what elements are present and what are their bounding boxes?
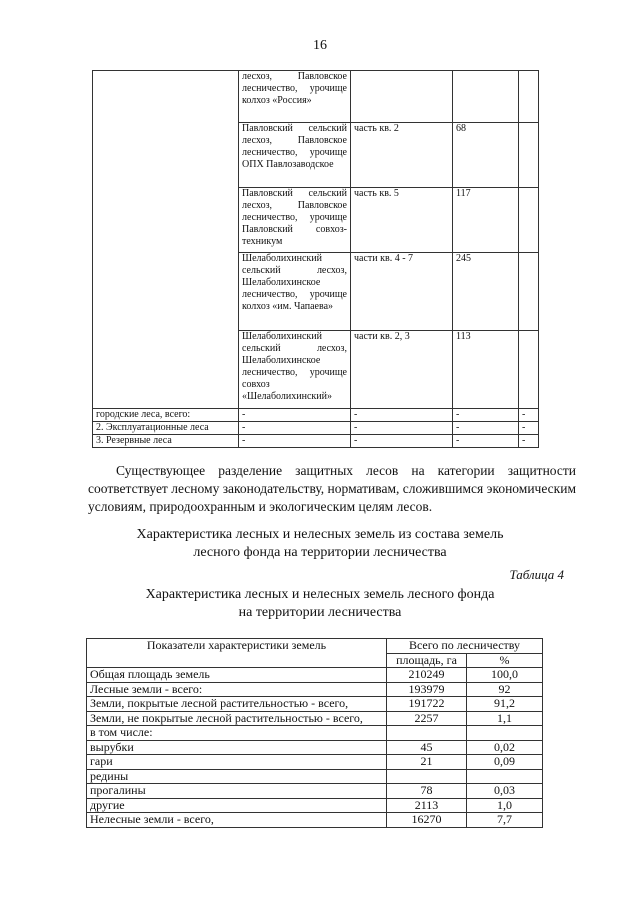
- percent-value: 0,09: [467, 755, 543, 770]
- percent-value: 91,2: [467, 697, 543, 712]
- table-cell: часть кв. 2: [351, 123, 453, 188]
- area-value: [387, 769, 467, 784]
- table-row: [93, 71, 539, 123]
- percent-value: 92: [467, 682, 543, 697]
- row-label: Нелесные земли - всего,: [87, 813, 387, 828]
- area-value: 191722: [387, 697, 467, 712]
- column-header: Всего по лесничеству: [387, 639, 543, 654]
- area-value: [387, 726, 467, 741]
- table-row: [87, 668, 543, 683]
- area-value: 2257: [387, 711, 467, 726]
- table-cell: 113: [453, 331, 519, 409]
- table-cell: 245: [453, 253, 519, 331]
- row-label: Лесные земли - всего:: [87, 682, 387, 697]
- table-header-row: [87, 639, 543, 654]
- table-cell: [519, 71, 539, 123]
- body-paragraph: Существующее разделение защитных лесов на категории защитности соответствует лесному законодательству, нормативам, сложившимся экономическим условиям, природоохранным и экологическим целям лесов.: [88, 463, 576, 514]
- table-title-line: на территории лесничества: [238, 605, 402, 620]
- table-label: Таблица 4: [509, 567, 564, 582]
- table-row: [87, 755, 543, 770]
- percent-value: [467, 769, 543, 784]
- row-label: редины: [87, 769, 387, 784]
- table-cell: -: [453, 409, 519, 422]
- table-cell: городские леса, всего:: [93, 409, 239, 422]
- table-cell: -: [519, 435, 539, 448]
- table-cell: -: [351, 435, 453, 448]
- table-cell: Павловский сельский лесхоз, Павловское лесничество, урочище Павловский совхоз-техникум: [239, 188, 351, 253]
- table-title-line: Характеристика лесных и нелесных земель лесного фонда: [145, 587, 495, 602]
- row-label: другие: [87, 798, 387, 813]
- forest-categories-table: [92, 70, 539, 448]
- table-row: [87, 726, 543, 741]
- page-number: 16: [313, 38, 327, 53]
- row-label: в том числе:: [87, 726, 387, 741]
- percent-value: 100,0: [467, 668, 543, 683]
- area-value: 193979: [387, 682, 467, 697]
- table-row: [93, 422, 539, 435]
- percent-value: 1,1: [467, 711, 543, 726]
- table-cell: -: [519, 422, 539, 435]
- area-value: 21: [387, 755, 467, 770]
- table-cell: 2. Эксплуатационные леса: [93, 422, 239, 435]
- table-row: [87, 769, 543, 784]
- row-label: Земли, покрытые лесной растительностью - всего,: [87, 697, 387, 712]
- percent-value: 0,02: [467, 740, 543, 755]
- percent-value: 1,0: [467, 798, 543, 813]
- table-cell: -: [519, 409, 539, 422]
- section-heading-line: лесного фонда на территории лесничества: [193, 545, 447, 560]
- percent-value: [467, 726, 543, 741]
- table-cell: -: [351, 422, 453, 435]
- table-row: [87, 682, 543, 697]
- table-row: [87, 740, 543, 755]
- table-cell: -: [351, 409, 453, 422]
- percent-value: 7,7: [467, 813, 543, 828]
- table-cell: Шелаболихинский сельский лесхоз, Шелаболихинское лесничество, урочище колхоз «им. Чапаева»: [239, 253, 351, 331]
- table-title: [0, 586, 640, 622]
- area-value: 45: [387, 740, 467, 755]
- table-cell: части кв. 4 - 7: [351, 253, 453, 331]
- land-characteristics-table: [86, 638, 543, 828]
- table-cell: 117: [453, 188, 519, 253]
- table-cell: 3. Резервные леса: [93, 435, 239, 448]
- table-row: [87, 711, 543, 726]
- area-value: 16270: [387, 813, 467, 828]
- row-label: вырубки: [87, 740, 387, 755]
- table-row: [87, 784, 543, 799]
- table-row: [93, 435, 539, 448]
- section-heading-line: Характеристика лесных и нелесных земель из состава земель: [136, 527, 504, 542]
- table-cell: [519, 253, 539, 331]
- table-row: [87, 813, 543, 828]
- area-value: 2113: [387, 798, 467, 813]
- table-cell: Павловский сельский лесхоз, Павловское лесничество, урочище ОПХ Павлозаводское: [239, 123, 351, 188]
- table-cell: [519, 188, 539, 253]
- table-cell: части кв. 2, 3: [351, 331, 453, 409]
- table-cell: Шелаболихинский сельский лесхоз, Шелаболихинское лесничество, урочище совхоз «Шелаболихинский»: [239, 331, 351, 409]
- table-cell: [93, 71, 239, 409]
- table-row: [87, 798, 543, 813]
- table-row: [93, 409, 539, 422]
- table-cell: [519, 123, 539, 188]
- table-cell: часть кв. 5: [351, 188, 453, 253]
- row-label: гари: [87, 755, 387, 770]
- table-row: [87, 697, 543, 712]
- table-cell: -: [239, 422, 351, 435]
- row-label: Общая площадь земель: [87, 668, 387, 683]
- table-cell: 68: [453, 123, 519, 188]
- table-cell: [519, 331, 539, 409]
- row-label: прогалины: [87, 784, 387, 799]
- column-header: площадь, га: [387, 653, 467, 668]
- row-label: Земли, не покрытые лесной растительностью - всего,: [87, 711, 387, 726]
- table-cell: -: [239, 409, 351, 422]
- percent-value: 0,03: [467, 784, 543, 799]
- table-cell: -: [453, 422, 519, 435]
- column-header: %: [467, 653, 543, 668]
- table-cell: лесхоз, Павловское лесничество, урочище колхоз «Россия»: [239, 71, 351, 123]
- section-heading: [0, 526, 640, 562]
- table-cell: -: [453, 435, 519, 448]
- column-header: Показатели характеристики земель: [87, 639, 387, 668]
- table-cell: [453, 71, 519, 123]
- area-value: 78: [387, 784, 467, 799]
- table-cell: -: [239, 435, 351, 448]
- area-value: 210249: [387, 668, 467, 683]
- table-cell: [351, 71, 453, 123]
